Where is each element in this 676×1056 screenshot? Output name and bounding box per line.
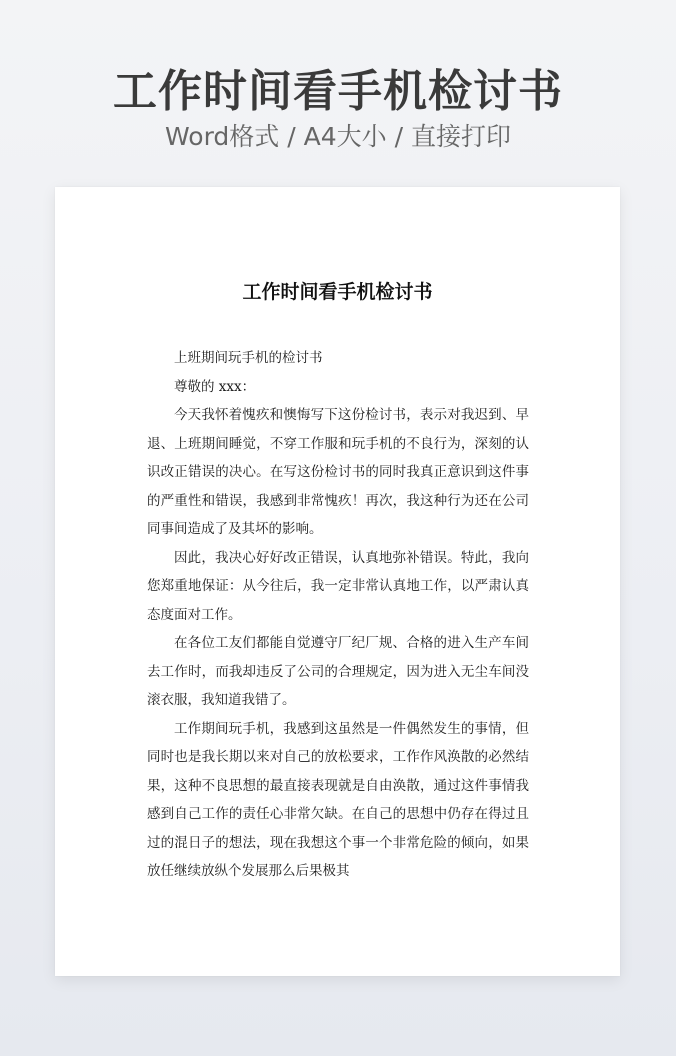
document-paragraph: 因此，我决心好好改正错误，认真地弥补错误。特此，我向您郑重地保证：从今往后，我一定非常认真地工作，以严肃认真态度面对工作。 <box>147 549 529 623</box>
banner-title: 工作时间看手机检讨书 <box>113 66 563 117</box>
document-paragraph: 在各位工友们都能自觉遵守厂纪厂规、合格的进入生产车间去工作时，而我却违反了公司的合理规定，因为进入无尘车间没滚衣服，我知道我错了。 <box>147 635 529 708</box>
document-heading-line: 上班期间玩手机的检讨书 <box>174 350 323 366</box>
document-paragraph: 今天我怀着愧疚和懊悔写下这份检讨书，表示对我迟到、早退、上班期间睡觉，不穿工作服和玩手机的不良行为，深刻的认识改正错误的决心。在写这份检讨书的同时我真正意识到这件事的严重性和错误，我感到非常愧疚！再次，我这种行为还在公司同事间造成了及其坏的影响。 <box>147 407 529 537</box>
document-title: 工作时间看手机检讨书 <box>242 281 433 303</box>
document-salutation: 尊敬的 xxx： <box>174 378 256 395</box>
document-body <box>147 344 529 886</box>
banner-subtitle: Word格式 / A4大小 / 直接打印 <box>165 122 511 151</box>
document-page <box>55 187 620 976</box>
document-paragraph: 工作期间玩手机，我感到这虽然是一件偶然发生的事情，但同时也是我长期以来对自己的放松要求，工作作风涣散的必然结果，这种不良思想的最直接表现就是自由涣散，通过这件事情我感到自己工作的责任心非常欠缺。在自己的思想中仍存在得过且过的混日子的想法，现在我想这个事一个非常危险的倾向，如果放任继续放纵个发展那么后果极其 <box>147 720 529 879</box>
